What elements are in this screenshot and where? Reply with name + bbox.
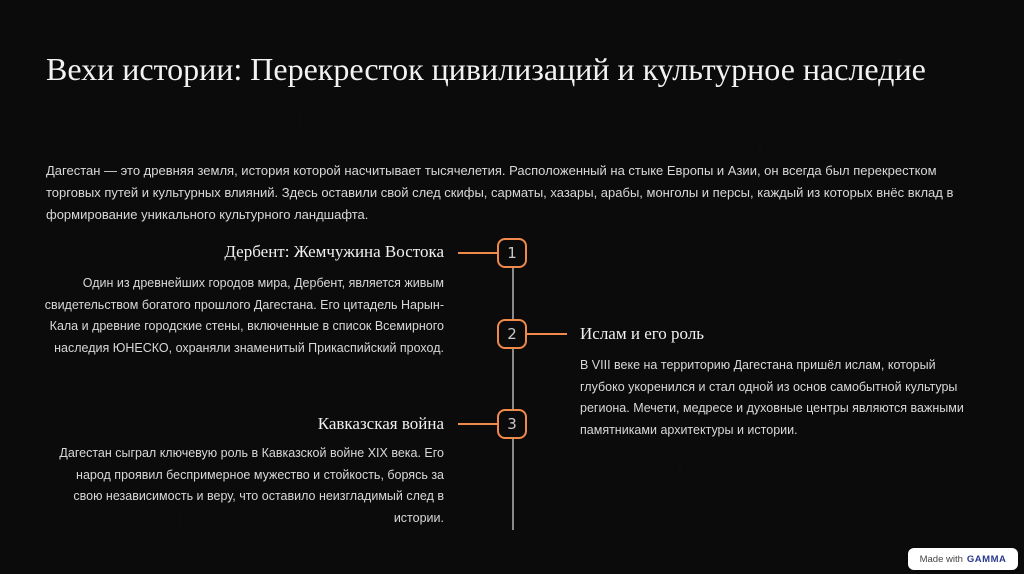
timeline-item-text-islam: В VIII веке на территорию Дагестана пришёл ислам, который глубоко укоренился и стал одной из основ самобытной культуры региона. Мечети, медресе и духовные центры являются важными памятниками архитектуры и истории. — [580, 358, 964, 437]
timeline-line — [512, 262, 514, 530]
timeline-item-title-islam: Ислам и его роль — [580, 324, 705, 343]
timeline-connector-2 — [527, 333, 567, 335]
timeline-item-title-derbent: Дербент: Жемчужина Востока — [224, 242, 444, 261]
timeline-marker-2 — [497, 319, 527, 349]
intro-paragraph: Дагестан — это древняя земля, история которой насчитывает тысячелетия. Расположенный на стыке Европы и Азии, он всегда был перекрестком торговых путей и культурных влияний. Здесь оставили свой след скифы, сарматы, хазары, арабы, монголы и персы, каждый из которых внёс вклад в формирование уникального культурного ландшафта. — [46, 163, 954, 222]
timeline-marker-1 — [497, 238, 527, 268]
timeline-item-text-derbent: Один из древнейших городов мира, Дербент, является живым свидетельством богатого прошлого Дагестана. Его цитадель Нарын-Кала и древние городские стены, включенные в список Всемирного наследия ЮНЕСКО, охраняли знаменитый Прикаспийский проход. — [44, 276, 444, 355]
gamma-logo: GAMMA — [966, 553, 1007, 565]
timeline-marker-3 — [497, 409, 527, 439]
badge-prefix: Made with — [919, 553, 963, 565]
page-title: Вехи истории: Перекресток цивилизаций и культурное наследие — [46, 51, 926, 87]
made-with-gamma-badge[interactable] — [908, 548, 1018, 570]
timeline-marker-number: 1 — [507, 244, 517, 262]
timeline-connector-1 — [458, 252, 498, 254]
timeline-marker-number: 2 — [507, 325, 517, 343]
timeline-connector-3 — [458, 423, 498, 425]
timeline-item-text-caucasus: Дагестан сыграл ключевую роль в Кавказской войне XIX века. Его народ проявил беспримерное мужество и стойкость, борясь за свою независимость и веру, что оставило неизгладимый след в истории. — [59, 446, 444, 525]
timeline-marker-number: 3 — [507, 415, 517, 433]
timeline-item-title-caucasus: Кавказская война — [317, 414, 444, 433]
